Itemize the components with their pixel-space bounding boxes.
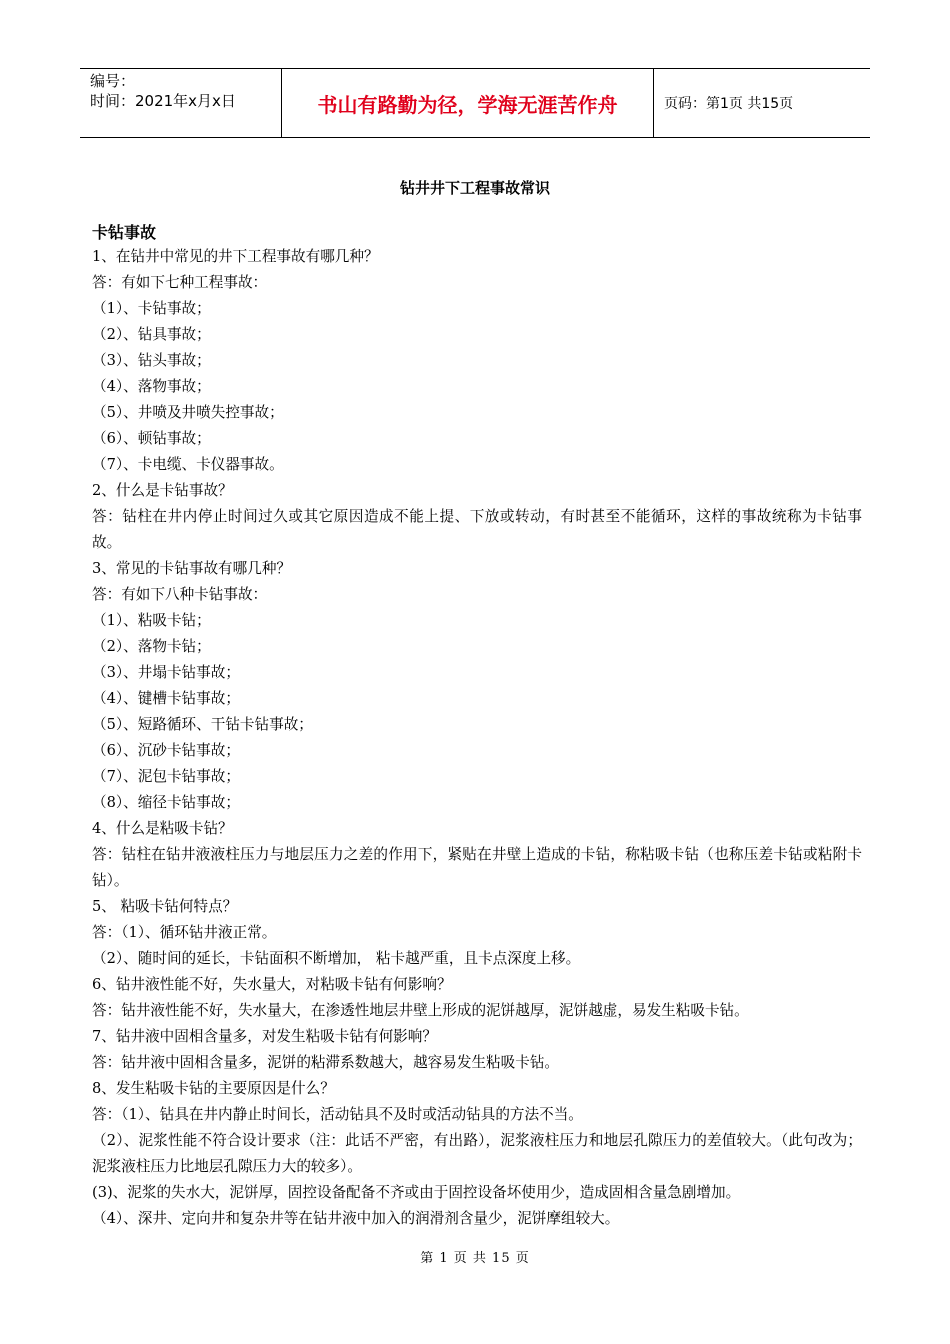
text-line: 5、 粘吸卡钻何特点？	[92, 898, 238, 915]
text-line: （1）、卡钻事故；	[92, 300, 211, 317]
header-motto-cell	[282, 69, 654, 137]
text-line: 答：（1）、钻具在井内静止时间长，活动钻具不及时或活动钻具的方法不当。	[92, 1106, 583, 1123]
text-line: 3、常见的卡钻事故有哪几种？	[92, 560, 292, 577]
page-info: 页码：第1页 共15页	[664, 96, 794, 112]
text-line: （7）、卡电缆、卡仪器事故。	[92, 456, 284, 473]
text-line: （4）、深井、定向井和复杂井等在钻井液中加入的润滑剂含量少，泥饼摩组较大。	[92, 1210, 620, 1227]
text-line: （5）、井喷及井喷失控事故；	[92, 404, 284, 421]
text-line: 答：有如下八种卡钻事故：	[92, 586, 268, 603]
document-title: 钻井井下工程事故常识	[399, 179, 550, 197]
text-line: （8）、缩径卡钻事故；	[92, 794, 240, 811]
text-line: 答：钻井液中固相含量多，泥饼的粘滞系数越大，越容易发生粘吸卡钻。	[92, 1054, 560, 1071]
header-meta-cell	[80, 69, 282, 137]
page-footer: 第 1 页 共 15 页	[420, 1251, 530, 1266]
text-line: 8、发生粘吸卡钻的主要原因是什么？	[92, 1080, 335, 1097]
header-page-cell	[654, 69, 870, 137]
text-line: （6）、沉砂卡钻事故；	[92, 742, 240, 759]
text-line: （1）、粘吸卡钻；	[92, 612, 211, 629]
text-line: 答：有如下七种工程事故：	[92, 274, 268, 291]
text-line: （4）、键槽卡钻事故；	[92, 690, 240, 707]
date-label: 时间：2021年x月x日	[90, 92, 236, 110]
text-line: （5）、短路循环、干钻卡钻事故；	[92, 716, 313, 733]
text-line: 答：钻井液性能不好，失水量大，在渗透性地层井壁上形成的泥饼越厚，泥饼越虚，易发生粘吸卡钻。	[92, 1002, 749, 1019]
text-line: （2）、随时间的延长，卡钻面积不断增加， 粘卡越严重，且卡点深度上移。	[92, 950, 581, 967]
text-line: 答：钻柱在钻井液液柱压力与地层压力之差的作用下，紧贴在井壁上造成的卡钻，称粘吸卡钻（也称压差卡钻或粘附卡钻）。	[92, 846, 862, 889]
motto-text: 书山有路勤为径，学海无涯苦作舟	[317, 92, 618, 117]
text-line: （2）、钻具事故；	[92, 326, 211, 343]
text-line: 答：（1）、循环钻井液正常。	[92, 924, 277, 941]
text-line: 4、什么是粘吸卡钻？	[92, 820, 233, 837]
text-line: （2）、泥浆性能不符合设计要求（注：此话不严密，有出路），泥浆液柱压力和地层孔隙压力的差值较大。（此句改为；泥浆液柱压力比地层孔隙压力大的较多）。	[92, 1132, 862, 1175]
text-line: 答：钻柱在井内停止时间过久或其它原因造成不能上提、下放或转动，有时甚至不能循环，这样的事故统称为卡钻事故。	[92, 508, 862, 551]
text-line: （3）、钻头事故；	[92, 352, 211, 369]
header-table	[80, 68, 870, 138]
text-line: 7、钻井液中固相含量多，对发生粘吸卡钻有何影响？	[92, 1028, 437, 1045]
text-line: （6）、顿钻事故；	[92, 430, 211, 447]
number-label: 编号：	[90, 72, 136, 90]
document-body	[92, 244, 862, 1232]
text-line: (3)、泥浆的失水大，泥饼厚，固控设备配备不齐或由于固控设备坏使用少，造成固相含量急剧增加。	[92, 1184, 741, 1201]
section-title: 卡钻事故	[92, 223, 157, 242]
text-line: 1、在钻井中常见的井下工程事故有哪几种？	[92, 248, 379, 265]
text-line: 6、钻井液性能不好，失水量大，对粘吸卡钻有何影响？	[92, 976, 452, 993]
text-line: （3）、井塌卡钻事故；	[92, 664, 240, 681]
text-line: （7）、泥包卡钻事故；	[92, 768, 240, 785]
text-line: 2、什么是卡钻事故？	[92, 482, 233, 499]
text-line: （2）、落物卡钻；	[92, 638, 211, 655]
text-line: （4）、落物事故；	[92, 378, 211, 395]
